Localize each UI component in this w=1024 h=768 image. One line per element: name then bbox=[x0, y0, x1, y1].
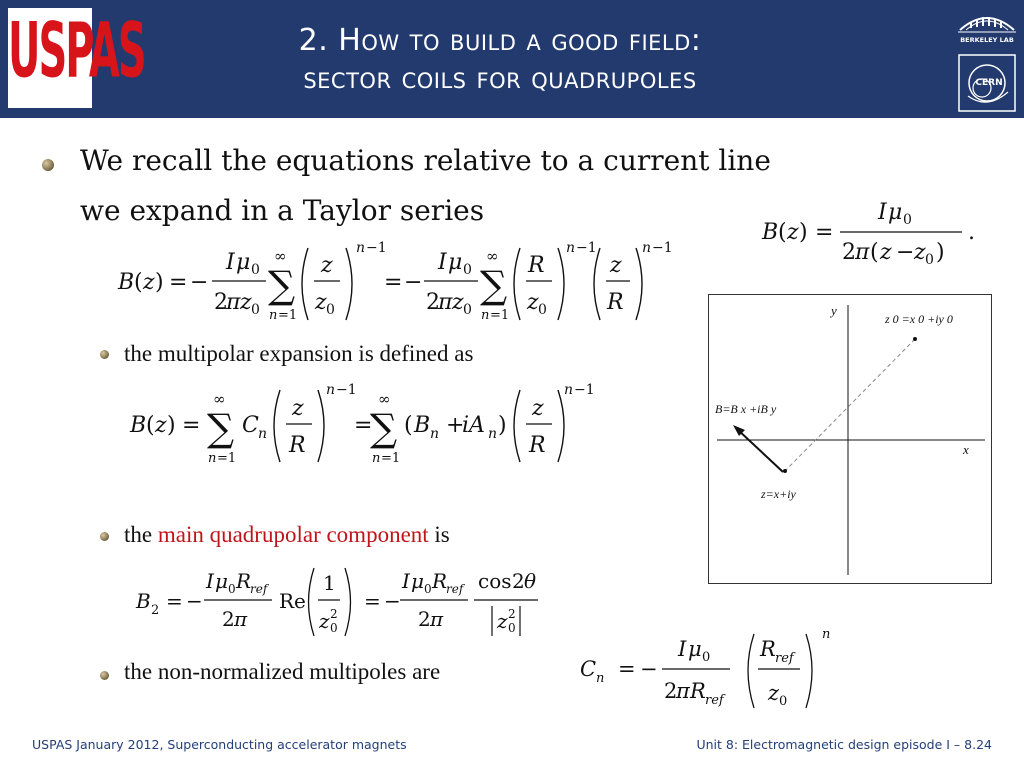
svg-text:π: π bbox=[855, 240, 870, 265]
svg-text:0: 0 bbox=[903, 212, 912, 228]
bullet-dot bbox=[42, 159, 54, 171]
sub-bullet-multipolar-expansion: the multipolar expansion is defined as bbox=[124, 341, 474, 366]
svg-text:.: . bbox=[968, 220, 975, 245]
svg-text:∑: ∑ bbox=[207, 406, 235, 450]
svg-text:(: ( bbox=[134, 270, 143, 295]
source-point bbox=[913, 337, 917, 341]
svg-text:1: 1 bbox=[323, 571, 336, 595]
svg-text:θ: θ bbox=[524, 569, 537, 593]
svg-text:R: R bbox=[528, 253, 545, 278]
svg-text:μ: μ bbox=[215, 569, 228, 593]
svg-text:z: z bbox=[452, 290, 464, 315]
taylor-series-equation bbox=[116, 236, 676, 330]
svg-text:0: 0 bbox=[508, 621, 516, 635]
svg-text:z: z bbox=[292, 396, 304, 421]
svg-text:C: C bbox=[242, 413, 259, 438]
svg-text:R: R bbox=[432, 569, 448, 593]
svg-text:I: I bbox=[206, 569, 214, 593]
svg-text:2: 2 bbox=[842, 240, 856, 265]
svg-text:z: z bbox=[155, 413, 167, 438]
slide-title-line1: 2. How to build a good field: bbox=[298, 23, 702, 58]
svg-text:(: ( bbox=[404, 413, 413, 438]
svg-text:n: n bbox=[208, 451, 217, 466]
svg-text:0: 0 bbox=[779, 694, 788, 709]
svg-text:n: n bbox=[326, 382, 336, 398]
svg-text:2: 2 bbox=[426, 290, 440, 315]
svg-text:z: z bbox=[527, 290, 539, 315]
svg-text:B: B bbox=[118, 270, 135, 295]
svg-text:(: ( bbox=[870, 240, 879, 265]
title-bar bbox=[0, 0, 1024, 118]
svg-text:R: R bbox=[236, 569, 252, 593]
svg-text:ref: ref bbox=[446, 582, 464, 596]
svg-text:ref: ref bbox=[250, 582, 268, 596]
svg-text:R: R bbox=[690, 679, 706, 703]
svg-text:I: I bbox=[678, 637, 687, 661]
svg-text:n: n bbox=[566, 240, 576, 256]
svg-text:μ: μ bbox=[888, 200, 903, 225]
uspas-logo bbox=[8, 8, 145, 108]
svg-text:z: z bbox=[914, 240, 926, 265]
svg-text:=: = bbox=[169, 270, 188, 295]
svg-text:μ: μ bbox=[411, 569, 424, 593]
non-normalized-multipoles-equation bbox=[578, 624, 848, 720]
svg-text:0: 0 bbox=[538, 302, 547, 318]
main-quadrupolar-highlight: main quadrupolar component bbox=[157, 522, 429, 547]
z0-label: z 0 =x 0 +iy 0 bbox=[885, 312, 953, 326]
svg-text:2: 2 bbox=[214, 290, 228, 315]
berkeley-lab-text: BERKELEY LAB bbox=[960, 36, 1014, 44]
svg-text:=: = bbox=[384, 270, 403, 295]
svg-text:z: z bbox=[240, 290, 252, 315]
svg-text:∑: ∑ bbox=[268, 263, 296, 307]
svg-text:n: n bbox=[269, 308, 278, 323]
svg-text:n: n bbox=[488, 426, 498, 442]
svg-text:): ) bbox=[799, 220, 808, 245]
svg-text:z: z bbox=[319, 609, 330, 633]
svg-text:∞: ∞ bbox=[378, 390, 391, 408]
svg-text:−: − bbox=[404, 270, 423, 295]
svg-text:2: 2 bbox=[508, 607, 516, 621]
svg-text:−: − bbox=[384, 589, 401, 613]
svg-text:n: n bbox=[596, 671, 605, 686]
svg-text:2: 2 bbox=[418, 607, 431, 631]
svg-text:−1: −1 bbox=[576, 240, 597, 256]
uspas-logo-text: USPAS bbox=[8, 8, 145, 96]
svg-text:0: 0 bbox=[463, 262, 472, 278]
svg-text:∞: ∞ bbox=[274, 247, 287, 265]
svg-text:R: R bbox=[607, 290, 624, 315]
field-vector-arrow bbox=[737, 429, 783, 472]
svg-text:n: n bbox=[372, 451, 381, 466]
svg-text:): ) bbox=[155, 270, 164, 295]
svg-text:): ) bbox=[498, 413, 507, 438]
svg-text:n: n bbox=[564, 382, 574, 398]
svg-text:): ) bbox=[167, 413, 176, 438]
cern-text: CERN bbox=[975, 78, 1003, 88]
cern-logo bbox=[956, 52, 1018, 114]
svg-text:2: 2 bbox=[330, 607, 338, 621]
svg-text:C: C bbox=[580, 657, 597, 681]
svg-text:μ: μ bbox=[448, 250, 463, 275]
sub-bullet-dot bbox=[100, 350, 109, 359]
sub2-suffix: is bbox=[428, 522, 450, 547]
svg-text:∑: ∑ bbox=[370, 406, 398, 450]
svg-text:0: 0 bbox=[463, 302, 472, 318]
svg-text:0: 0 bbox=[228, 582, 236, 596]
bullet1-line2: we expand in a Taylor series bbox=[80, 194, 485, 227]
sub-bullet-dot bbox=[100, 671, 109, 680]
svg-text:+: + bbox=[446, 413, 465, 438]
svg-text:ref: ref bbox=[775, 651, 794, 666]
svg-text:=: = bbox=[182, 413, 201, 438]
footer-course-info: USPAS January 2012, Superconducting accelerator magnets bbox=[32, 737, 407, 752]
field-label: B=B x +iB y bbox=[715, 402, 777, 416]
svg-text:n: n bbox=[822, 627, 831, 642]
svg-text:0: 0 bbox=[330, 621, 338, 635]
svg-text:−1: −1 bbox=[652, 240, 673, 256]
svg-text:−1: −1 bbox=[574, 382, 595, 398]
svg-text:iA: iA bbox=[462, 413, 485, 438]
svg-text:−1: −1 bbox=[336, 382, 357, 398]
svg-text:z: z bbox=[497, 609, 508, 633]
svg-text:0: 0 bbox=[251, 302, 260, 318]
svg-text:−: − bbox=[896, 240, 915, 265]
svg-text:z: z bbox=[768, 681, 780, 705]
svg-text:2: 2 bbox=[151, 603, 160, 618]
svg-text:R: R bbox=[529, 433, 546, 458]
svg-text:z: z bbox=[315, 290, 327, 315]
svg-text:=: = bbox=[354, 413, 373, 438]
multipolar-expansion-equation bbox=[128, 380, 598, 474]
svg-text:=1: =1 bbox=[381, 451, 401, 466]
svg-text:n: n bbox=[481, 308, 490, 323]
svg-text:I: I bbox=[438, 250, 447, 275]
svg-text:z: z bbox=[610, 253, 622, 278]
svg-text:B: B bbox=[130, 413, 147, 438]
svg-text:I: I bbox=[226, 250, 235, 275]
current-line-diagram bbox=[708, 294, 992, 584]
svg-text:−1: −1 bbox=[366, 240, 387, 256]
svg-text:=1: =1 bbox=[217, 451, 237, 466]
svg-text:z: z bbox=[532, 396, 544, 421]
svg-text:cos: cos bbox=[478, 569, 512, 593]
svg-text:π: π bbox=[438, 290, 453, 315]
svg-text:0: 0 bbox=[424, 582, 432, 596]
svg-text:ref: ref bbox=[705, 693, 724, 708]
svg-text:0: 0 bbox=[326, 302, 335, 318]
svg-text:μ: μ bbox=[688, 637, 702, 661]
svg-text:μ: μ bbox=[236, 250, 251, 275]
svg-text:R: R bbox=[760, 637, 776, 661]
svg-text:n: n bbox=[642, 240, 652, 256]
svg-text:0: 0 bbox=[925, 252, 934, 267]
berkeley-lab-icon bbox=[956, 6, 1018, 48]
svg-text:=: = bbox=[815, 220, 834, 245]
sub-bullet-dot bbox=[100, 532, 109, 541]
svg-text:I: I bbox=[878, 200, 887, 225]
svg-text:π: π bbox=[676, 679, 690, 703]
sub2-prefix: the bbox=[124, 522, 158, 547]
svg-text:−: − bbox=[190, 270, 209, 295]
svg-text:(: ( bbox=[146, 413, 155, 438]
svg-text:0: 0 bbox=[702, 650, 711, 665]
svg-text:z: z bbox=[880, 240, 892, 265]
slide-title bbox=[140, 22, 860, 98]
svg-text:n: n bbox=[356, 240, 366, 256]
x-axis-label: x bbox=[963, 442, 969, 457]
footer-page-info: Unit 8: Electromagnetic design episode I – 8.24 bbox=[696, 737, 992, 752]
svg-text:I: I bbox=[402, 569, 410, 593]
svg-text:2: 2 bbox=[222, 607, 235, 631]
svg-text:Re: Re bbox=[279, 589, 306, 613]
svg-text:−: − bbox=[640, 657, 658, 681]
svg-text:=: = bbox=[364, 589, 381, 613]
svg-text:π: π bbox=[226, 290, 241, 315]
svg-text:n: n bbox=[258, 426, 268, 442]
svg-text:=1: =1 bbox=[278, 308, 298, 323]
svg-text:−: − bbox=[186, 589, 203, 613]
svg-text:π: π bbox=[430, 607, 444, 631]
cern-icon bbox=[956, 52, 1018, 114]
svg-text:z: z bbox=[143, 270, 155, 295]
slide-title-line2: sector coils for quadrupoles bbox=[303, 61, 697, 96]
bullet1-line1: We recall the equations relative to a current line bbox=[80, 144, 771, 177]
sub-bullet-main-quadrupolar bbox=[124, 521, 450, 549]
svg-text:0: 0 bbox=[251, 262, 260, 278]
svg-text:R: R bbox=[289, 433, 306, 458]
svg-text:∞: ∞ bbox=[213, 390, 226, 408]
svg-text:∞: ∞ bbox=[486, 247, 499, 265]
svg-text:=: = bbox=[618, 657, 636, 681]
svg-text:): ) bbox=[936, 240, 945, 265]
field-point bbox=[783, 469, 787, 473]
quadrupolar-component-equation bbox=[134, 560, 554, 650]
svg-text:=1: =1 bbox=[490, 308, 510, 323]
svg-text:π: π bbox=[234, 607, 248, 631]
svg-text:n: n bbox=[430, 426, 440, 442]
svg-text:∑: ∑ bbox=[480, 263, 508, 307]
dashed-connector bbox=[785, 339, 915, 471]
svg-text:B: B bbox=[762, 220, 779, 245]
svg-text:B: B bbox=[136, 589, 151, 613]
svg-text:(: ( bbox=[778, 220, 787, 245]
berkeley-lab-logo bbox=[956, 6, 1018, 48]
svg-text:2: 2 bbox=[512, 569, 525, 593]
current-line-equation bbox=[760, 197, 990, 271]
z-label: z=x+iy bbox=[761, 487, 796, 501]
svg-text:2: 2 bbox=[664, 679, 678, 703]
svg-text:B: B bbox=[414, 413, 431, 438]
svg-text:z: z bbox=[787, 220, 799, 245]
y-axis-label: y bbox=[831, 303, 837, 318]
svg-text:z: z bbox=[321, 253, 333, 278]
svg-text:=: = bbox=[166, 589, 183, 613]
sub-bullet-non-normalized: the non-normalized multipoles are bbox=[124, 659, 441, 684]
